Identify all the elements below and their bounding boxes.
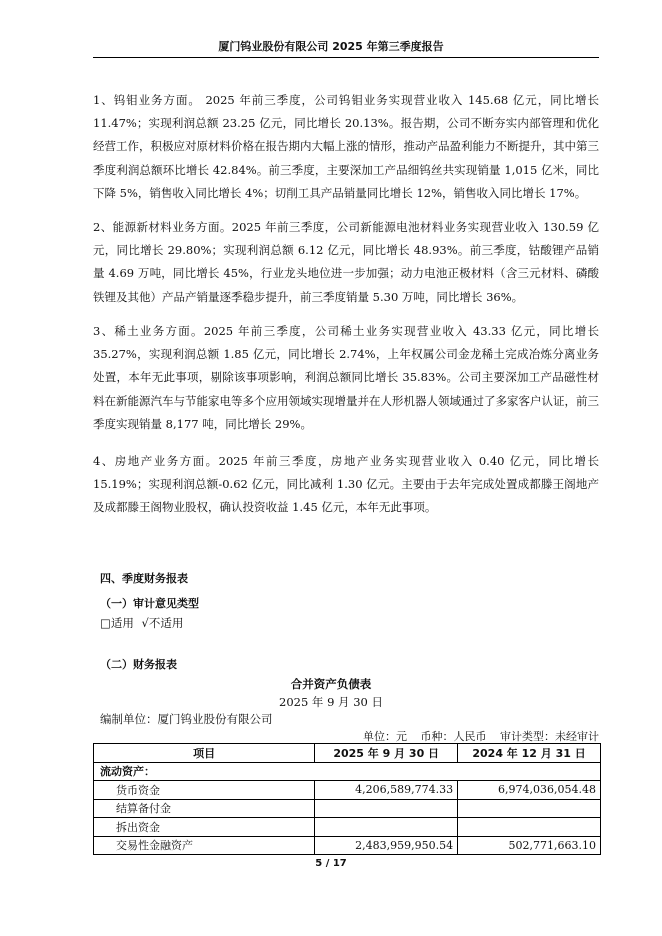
- balance-sheet-table: [93, 743, 601, 855]
- report-header-title: 厦门钨业股份有限公司 2025 年第三季度报告: [218, 40, 444, 53]
- row-prior-value: 6,974,036,054.48: [458, 781, 601, 800]
- section-title: 四、季度财务报表: [100, 572, 188, 585]
- column-header-current: 2025 年 9 月 30 日: [315, 744, 458, 763]
- row-item: 交易性金融资产: [94, 836, 315, 855]
- paragraph-rare-earth: 3、稀土业务方面。2025 年前三季度，公司稀土业务实现营业收入 43.33 亿元，同比增长 35.27%，实现利润总额 1.85 亿元，同比增长 2.74%，上年权属公司金龙稀土完成冶炼分离业务处置，本年无此事项，剔除该事项影响，利润总额同比增长 35.83%。公司主要深加工产品磁性材料在新能源汽车与节能家电等多个应用领域实现增量并在人形机器人领域通过了多家客户认证，前三季度实现销量 8,177 吨，同比增长 29%。: [93, 324, 599, 431]
- column-header-item: 项目: [94, 744, 315, 763]
- table-row: [94, 781, 601, 800]
- row-prior-value: [458, 818, 601, 837]
- table-row: [94, 836, 601, 855]
- balance-sheet-title: 合并资产负债表: [290, 677, 372, 691]
- row-item: 货币资金: [94, 781, 315, 800]
- header-divider: [93, 57, 599, 58]
- column-header-prior: 2024 年 12 月 31 日: [458, 744, 601, 763]
- group-label-current-assets: 流动资产：: [94, 762, 601, 781]
- table-row-group: [94, 762, 601, 781]
- row-item: 结算备付金: [94, 799, 315, 818]
- compiler-unit: 编制单位：厦门钨业股份有限公司: [100, 712, 273, 726]
- row-current-value: 4,206,589,774.33: [315, 781, 458, 800]
- financial-statements-title: （二）财务报表: [100, 658, 177, 671]
- row-item: 拆出资金: [94, 818, 315, 837]
- row-current-value: 2,483,959,950.54: [315, 836, 458, 855]
- audit-option-applicable: □适用: [100, 616, 134, 630]
- unit-label: 单位：元: [363, 730, 407, 743]
- page-number: 5 / 17: [315, 858, 347, 869]
- currency-label: 币种：人民币: [420, 730, 487, 743]
- audit-type-label: 审计类型：未经审计: [500, 730, 599, 743]
- audit-option-not-applicable: √不适用: [141, 616, 184, 630]
- table-row: [94, 799, 601, 818]
- paragraph-real-estate: 4、房地产业务方面。2025 年前三季度，房地产业务实现营业收入 0.40 亿元，同比增长 15.19%；实现利润总额-0.62 亿元，同比减利 1.30 亿元。主要由于去年完成处置成都滕王阁地产及成都滕王阁物业股权，确认投资收益 1.45 亿元，本年无此事项。: [93, 454, 599, 515]
- audit-options: [100, 615, 187, 631]
- paragraph-tungsten-molybdenum: 1、钨钼业务方面。 2025 年前三季度，公司钨钼业务实现营业收入 145.68 亿元，同比增长 11.47%；实现利润总额 23.25 亿元，同比增长 20.13%。报告期，公司不断夯实内部管理和优化经营工作，积极应对原材料价格在报告期内大幅上涨的情形，推动产品盈利能力不断提升，其中第三季度利润总额环比增长 42.84%。前三季度，主要深加工产品细钨丝共实现销量 1,015 亿米，同比下降 5%，销售收入同比增长 4%；切削工具产品销量同比增长 12%，销售收入同比增长 17%。: [93, 93, 599, 200]
- row-prior-value: 502,771,663.10: [458, 836, 601, 855]
- row-prior-value: [458, 799, 601, 818]
- paragraph-energy-materials: 2、能源新材料业务方面。2025 年前三季度，公司新能源电池材料业务实现营业收入 130.59 亿元，同比增长 29.80%；实现利润总额 6.12 亿元，同比增长 48.93%。前三季度，钴酸锂产品销量 4.69 万吨，同比增长 45%，行业龙头地位进一步加强；动力电池正极材料（含三元材料、磷酸铁锂及其他）产品产销量逐季稳步提升，前三季度销量 5.30 万吨，同比增长 36%。: [93, 220, 599, 304]
- table-row: [94, 818, 601, 837]
- table-header-row: [94, 744, 601, 763]
- balance-sheet-date: 2025 年 9 月 30 日: [279, 695, 383, 709]
- audit-opinion-title: （一）审计意见类型: [100, 597, 199, 610]
- unit-info: [353, 728, 599, 744]
- row-current-value: [315, 799, 458, 818]
- row-current-value: [315, 818, 458, 837]
